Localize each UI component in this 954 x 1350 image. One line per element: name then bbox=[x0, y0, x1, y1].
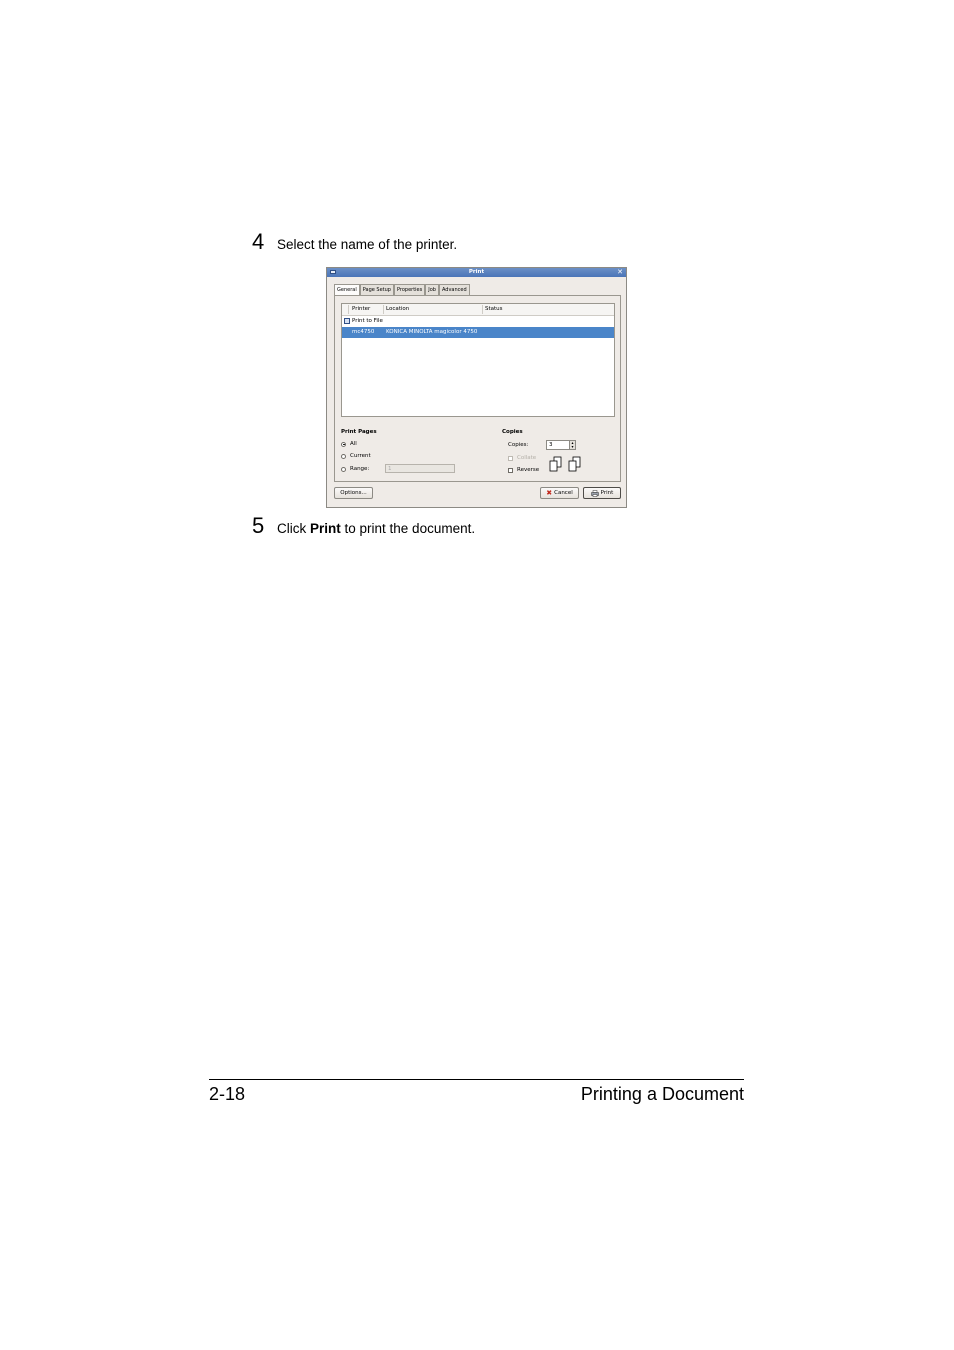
general-panel bbox=[334, 295, 621, 482]
dialog-title: Print bbox=[468, 269, 485, 275]
printer-list-header bbox=[342, 304, 614, 316]
radio-label: Range: bbox=[350, 466, 370, 472]
radio-range[interactable] bbox=[341, 466, 369, 472]
close-icon[interactable]: ✕ bbox=[617, 268, 623, 276]
copies-label: Copies: bbox=[508, 442, 529, 448]
tab-properties[interactable]: Properties bbox=[394, 284, 425, 295]
printer-icon bbox=[591, 490, 599, 497]
tab-page-setup[interactable]: Page Setup bbox=[360, 284, 394, 295]
range-input[interactable]: 1 bbox=[385, 464, 455, 473]
column-status[interactable]: Status bbox=[485, 306, 503, 312]
reverse-label: Reverse bbox=[517, 467, 540, 473]
step-text-before: Click bbox=[277, 521, 310, 536]
section-title: Printing a Document bbox=[580, 1084, 744, 1104]
printer-list[interactable] bbox=[341, 303, 615, 417]
copies-value: 3 bbox=[549, 442, 553, 448]
radio-button[interactable] bbox=[341, 467, 346, 472]
step-text bbox=[277, 521, 475, 536]
tab-advanced[interactable]: Advanced bbox=[439, 284, 470, 295]
cancel-label: Cancel bbox=[554, 490, 573, 496]
print-dialog bbox=[326, 267, 627, 508]
printer-location: KONICA MINOLTA magicolor 4750 bbox=[386, 329, 478, 335]
options-button[interactable] bbox=[334, 487, 373, 499]
tab-bar bbox=[334, 284, 470, 295]
column-printer[interactable]: Printer bbox=[352, 306, 371, 312]
radio-current[interactable] bbox=[341, 453, 371, 459]
cancel-x-icon: ✖ bbox=[546, 488, 553, 497]
printer-row-mc4750[interactable] bbox=[342, 327, 614, 338]
step-5 bbox=[252, 513, 475, 539]
cancel-button[interactable] bbox=[540, 487, 579, 499]
print-pages-heading: Print Pages bbox=[341, 429, 377, 435]
step-number: 4 bbox=[252, 229, 265, 254]
printer-name: Print to File bbox=[352, 318, 383, 324]
reverse-checkbox-row[interactable] bbox=[508, 467, 539, 473]
print-label: Print bbox=[600, 490, 614, 496]
copies-spinner[interactable] bbox=[546, 440, 576, 450]
step-4 bbox=[252, 229, 457, 255]
footer-rule bbox=[209, 1079, 744, 1080]
spinner-arrows-icon[interactable]: ▴ ▾ bbox=[569, 441, 575, 449]
radio-button[interactable] bbox=[341, 454, 346, 459]
tab-job[interactable]: Job bbox=[425, 284, 439, 295]
printer-row-print-to-file[interactable] bbox=[342, 316, 614, 327]
radio-label: All bbox=[350, 441, 357, 447]
dialog-titlebar bbox=[327, 268, 626, 277]
column-location[interactable]: Location bbox=[386, 306, 410, 312]
step-text-after: to print the document. bbox=[340, 521, 476, 536]
radio-button[interactable] bbox=[341, 442, 346, 447]
print-button[interactable] bbox=[583, 487, 621, 499]
collate-label: Collate bbox=[517, 455, 537, 461]
options-label: Options... bbox=[340, 490, 367, 496]
copies-heading: Copies bbox=[502, 429, 523, 435]
page-number: 2-18 bbox=[209, 1084, 246, 1104]
radio-all[interactable] bbox=[341, 441, 357, 447]
reverse-checkbox[interactable] bbox=[508, 468, 513, 473]
printer-name: mc4750 bbox=[352, 329, 375, 335]
step-text: Select the name of the printer. bbox=[277, 237, 458, 252]
radio-label: Current bbox=[350, 453, 371, 459]
collate-pages-icon bbox=[549, 456, 585, 472]
step-text-bold: Print bbox=[310, 521, 341, 536]
collate-checkbox-row bbox=[508, 455, 536, 461]
print-to-file-icon bbox=[344, 318, 350, 324]
collate-checkbox bbox=[508, 456, 513, 461]
tab-general[interactable]: General bbox=[334, 284, 360, 295]
step-number: 5 bbox=[252, 513, 265, 538]
